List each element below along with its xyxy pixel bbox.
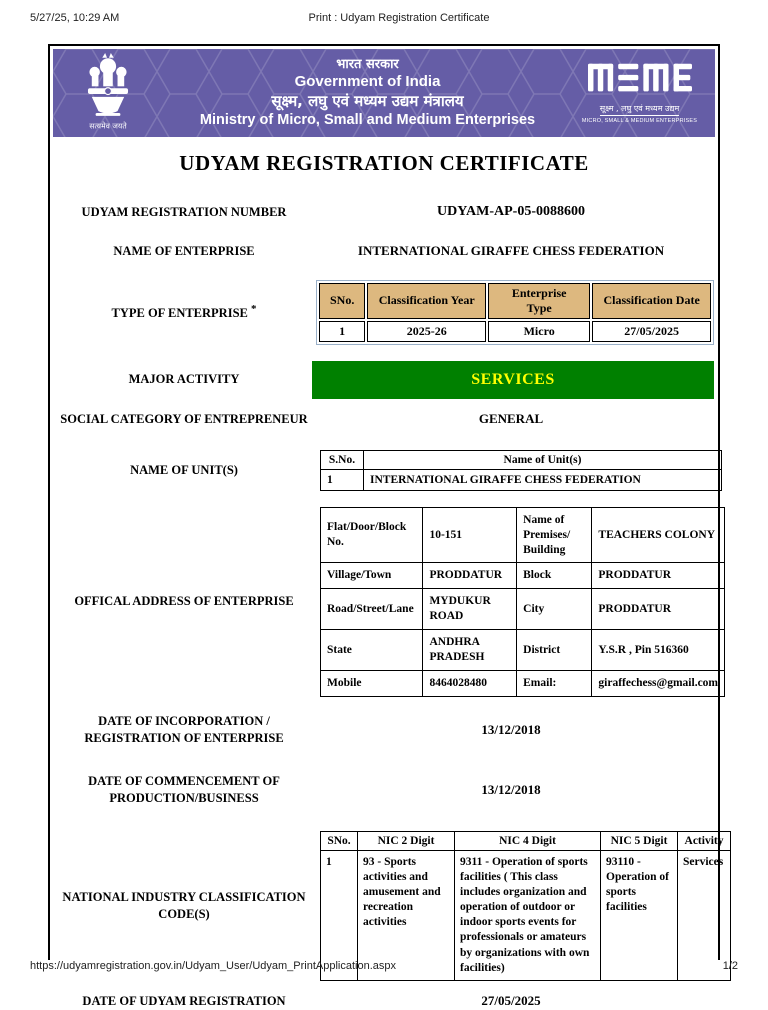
cell-sno: 1 — [321, 469, 364, 490]
cell-enterprise-type: Micro — [488, 321, 590, 342]
cell-nic5: 93110 - Operation of sports facilities — [601, 850, 678, 980]
cell-label: Road/Street/Lane — [321, 589, 423, 630]
enterprise-name-value: INTERNATIONAL GIRAFFE CHESS FEDERATION — [357, 243, 665, 259]
cell-activity: Services — [678, 850, 731, 980]
msme-logo-icon — [588, 63, 692, 93]
print-footer — [30, 960, 738, 972]
cell-label: Name of Premises/ Building — [517, 507, 592, 563]
table-row — [321, 630, 725, 671]
cell-value: PRODDATUR — [423, 563, 517, 589]
social-category-label: SOCIAL CATEGORY OF ENTREPRENEUR — [60, 411, 308, 426]
enterprise-type-table — [316, 280, 714, 345]
cell-nic4: 9311 - Operation of sports facilities ( This class includes organization and operation of outdoor or indoor sports events for professionals or amateurs by organizations with own facilities) — [455, 850, 601, 980]
table-row — [319, 321, 711, 342]
print-page-indicator: 1/2 — [722, 960, 738, 972]
units-table — [320, 450, 722, 491]
col-header-unit-name: Name of Unit(s) — [364, 450, 722, 469]
emblem-motto: सत्यमेव जयते — [89, 121, 127, 131]
col-header-nic4: NIC 4 Digit — [455, 831, 601, 850]
cell-label: State — [321, 630, 423, 671]
address-row — [50, 507, 718, 697]
incorporation-date-label: DATE OF INCORPORATION / REGISTRATION OF ENTERPRISE — [84, 714, 284, 745]
cell-value: giraffechess@gmail.com — [592, 671, 725, 697]
commencement-date-row — [50, 773, 718, 807]
cell-sno: 1 — [321, 850, 358, 980]
commencement-date-label: DATE OF COMMENCEMENT OF PRODUCTION/BUSINESS — [88, 773, 280, 805]
col-header-classification-date: Classification Date — [592, 283, 711, 319]
enterprise-type-row — [50, 280, 718, 345]
col-header-enterprise-type: Enterprise Type — [488, 283, 590, 319]
table-row — [321, 589, 725, 630]
udyam-date-value: 27/05/2025 — [481, 993, 541, 1009]
print-header — [30, 12, 738, 24]
table-row — [321, 563, 725, 589]
enterprise-name-label: NAME OF ENTERPRISE — [113, 243, 255, 258]
cell-value: 10-151 — [423, 507, 517, 563]
cell-label: City — [517, 589, 592, 630]
units-row — [50, 450, 718, 491]
ministry-banner — [53, 49, 715, 137]
col-header-activity: Activity — [678, 831, 731, 850]
col-header-sno: S.No. — [321, 450, 364, 469]
table-header-row — [321, 450, 722, 469]
cell-value: 8464028480 — [423, 671, 517, 697]
cell-value: Y.S.R , Pin 516360 — [592, 630, 725, 671]
major-activity-value: SERVICES — [312, 361, 714, 399]
table-header-row — [321, 831, 731, 850]
registration-number-label: UDYAM REGISTRATION NUMBER — [81, 205, 287, 219]
cell-label: Block — [517, 563, 592, 589]
certificate-title: UDYAM REGISTRATION CERTIFICATE — [179, 151, 589, 175]
cell-label: District — [517, 630, 592, 671]
print-page-title: Print : Udyam Registration Certificate — [308, 12, 490, 24]
ministry-banner-text — [163, 57, 572, 129]
cell-value: MYDUKUR ROAD — [423, 589, 517, 630]
msme-logo — [572, 63, 715, 124]
table-row — [321, 469, 722, 490]
units-label: NAME OF UNIT(S) — [130, 462, 238, 477]
address-label: OFFICAL ADDRESS OF ENTERPRISE — [74, 594, 294, 609]
enterprise-type-label-text: TYPE OF ENTERPRISE — [111, 306, 248, 321]
cell-value: PRODDATUR — [592, 589, 725, 630]
enterprise-name-row — [50, 243, 718, 260]
col-header-nic2: NIC 2 Digit — [358, 831, 455, 850]
india-national-emblem — [53, 52, 163, 134]
nic-codes-label: NATIONAL INDUSTRY CLASSIFICATION CODE(S) — [62, 889, 306, 921]
msme-logo-english-text: MICRO, SMALL & MEDIUM ENTERPRISES — [581, 117, 698, 124]
govt-english-text: Government of India — [294, 73, 441, 91]
print-datetime: 5/27/25, 10:29 AM — [30, 12, 120, 24]
nic-codes-table — [320, 831, 731, 981]
udyam-date-row — [50, 993, 718, 1010]
cell-value: PRODDATUR — [592, 563, 725, 589]
ashoka-emblem-icon — [79, 52, 137, 134]
cell-unit-name: INTERNATIONAL GIRAFFE CHESS FEDERATION — [364, 469, 722, 490]
enterprise-type-label — [60, 302, 308, 322]
ministry-english-text: Ministry of Micro, Small and Medium Enterprises — [199, 111, 536, 128]
cell-classification-date: 27/05/2025 — [592, 321, 711, 342]
table-row — [321, 507, 725, 563]
col-header-sno: SNo. — [321, 831, 358, 850]
table-header-row — [319, 283, 711, 319]
col-header-nic5: NIC 5 Digit — [601, 831, 678, 850]
print-source-url: https://udyamregistration.gov.in/Udyam_User/Udyam_PrintApplication.aspx — [30, 960, 397, 972]
cell-classification-year: 2025-26 — [367, 321, 486, 342]
table-row — [321, 671, 725, 697]
udyam-date-label: DATE OF UDYAM REGISTRATION — [82, 993, 286, 1008]
address-table — [320, 507, 725, 697]
cell-label: Mobile — [321, 671, 423, 697]
msme-logo-hindi-text: सूक्ष्म , लघु एवं मध्यम उद्यम — [600, 103, 679, 116]
major-activity-row — [50, 361, 718, 399]
cell-label: Email: — [517, 671, 592, 697]
registration-number-row — [50, 204, 718, 221]
cell-label: Village/Town — [321, 563, 423, 589]
cell-nic2: 93 - Sports activities and amusement and recreation activities — [358, 850, 455, 980]
social-category-row — [50, 411, 718, 428]
commencement-date-value: 13/12/2018 — [481, 781, 541, 797]
social-category-value: GENERAL — [478, 411, 544, 427]
cell-sno: 1 — [319, 321, 365, 342]
required-asterisk: * — [251, 303, 257, 316]
col-header-sno: SNo. — [319, 283, 365, 319]
incorporation-date-value: 13/12/2018 — [481, 721, 541, 737]
cell-value: TEACHERS COLONY — [592, 507, 725, 563]
col-header-classification-year: Classification Year — [367, 283, 486, 319]
govt-hindi-text: भारत सरकार — [336, 57, 399, 73]
incorporation-date-row — [50, 713, 718, 747]
registration-number-value: UDYAM-AP-05-0088600 — [436, 204, 586, 220]
cell-label: Flat/Door/Block No. — [321, 507, 423, 563]
major-activity-label: MAJOR ACTIVITY — [128, 372, 240, 387]
cell-value: ANDHRA PRADESH — [423, 630, 517, 671]
ministry-hindi-text: सूक्ष्म, लघु एवं मध्यम उद्यम मंत्रालय — [271, 92, 464, 111]
nic-codes-row — [50, 831, 724, 981]
